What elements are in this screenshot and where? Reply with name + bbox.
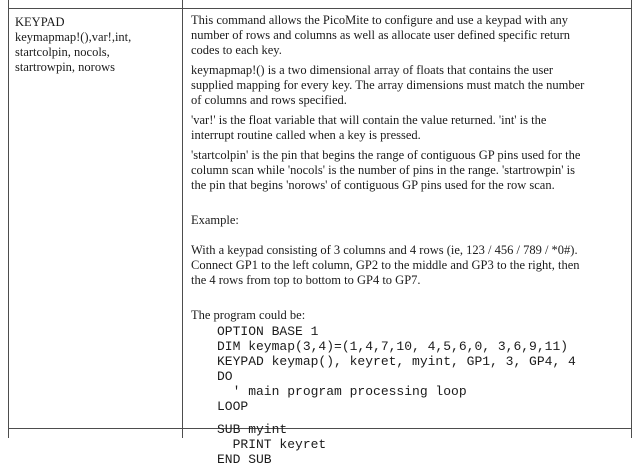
- next-row-right-cell: [182, 429, 632, 438]
- command-syntax-text: KEYPAD keymapmap!(),var!,int, startcolpin, nocols, startrowpin, norows: [15, 15, 132, 74]
- paragraph-keymap-array: keymapmap!() is a two dimensional array of floats that contains the user supplied mapping for every key. The array dimensions must match the number of columns and rows specified.: [191, 63, 585, 107]
- previous-row-remnant: [8, 0, 632, 8]
- previous-row-right-cell: [182, 0, 632, 8]
- command-syntax-cell: [8, 9, 182, 428]
- command-reference-table: [8, 0, 632, 467]
- example-body: With a keypad consisting of 3 columns and 4 rows (ie, 123 / 456 / 789 / *0#). Connect GP1 to the left column, GP2 to the middle and GP3 to the right, then the 4 rows from top to bottom to GP4 to GP7.: [191, 243, 580, 287]
- program-intro: The program could be:: [191, 308, 306, 322]
- command-description-cell: [182, 9, 632, 467]
- example-label: Example:: [191, 213, 239, 227]
- previous-row-left-cell: [8, 0, 182, 8]
- code-block-main-program: OPTION BASE 1 DIM keymap(3,4)=(1,4,7,10, 4,5,6,0, 3,6,9,11) KEYPAD keymap(), keyret, myint, GP1, 3, GP4, 4 DO ' main program processing loop LOOP: [217, 324, 576, 414]
- next-row-left-cell: [8, 429, 182, 438]
- code-block-subroutine: SUB myint PRINT keyret END SUB: [217, 422, 327, 467]
- paragraph-pins: 'startcolpin' is the pin that begins the range of contiguous GP pins used for the column scan while 'nocols' is the number of pins in the range. 'startrowpin' is the pin that begins 'norows' of contiguous GP pins used for the row scan.: [191, 148, 581, 192]
- next-row-remnant: [8, 429, 632, 438]
- keypad-command-row: [8, 8, 632, 467]
- paragraph-overview: This command allows the PicoMite to configure and use a keypad with any number of rows and columns as well as allocate user defined specific return codes to each key.: [191, 13, 571, 57]
- example-paragraph: [191, 198, 625, 303]
- paragraph-var-int: 'var!' is the float variable that will contain the value returned. 'int' is the interrupt routine called when a key is pressed.: [191, 113, 547, 142]
